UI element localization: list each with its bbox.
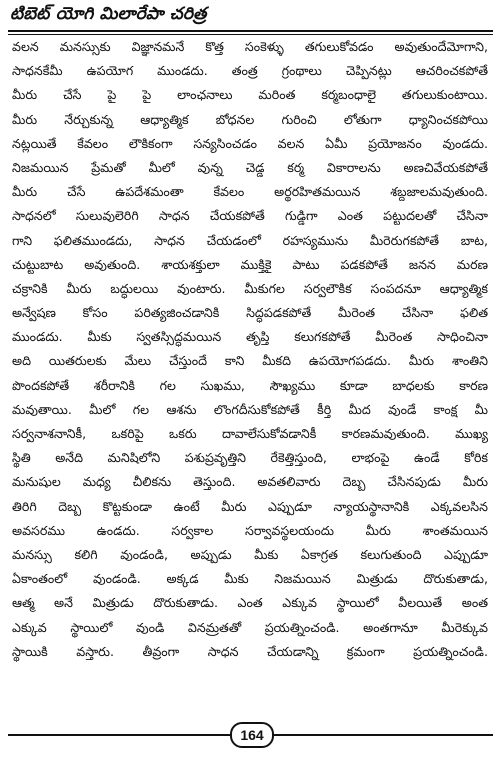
text-line: నట్లయితే కేవలం లౌకికంగా సన్యసించడం వలన ఏమీ ప్రయోజనం వుండదు. [12, 135, 488, 151]
text-line: స్థాయికి వస్తారు. తీవ్రంగా సాధన చేయడాన్ని క్రమంగా ప్రయత్నించండి. [12, 643, 488, 659]
text-line: సర్వనాశనానికీ, ఒకరిపై ఒకరు దావాలేసుకోవడానికీ కారణమవుతుంది. ముఖ్య [12, 426, 488, 441]
text-line: గాని ఫలితముండదు, సాధన చేయడంలో రహస్యమును మీరెరుగకపోతే బాట, [12, 232, 488, 248]
text-line: ఏకాంతంలో వుండండి. అక్కడ మీకు నిజమయిన మిత్రుడు దొరుకుతాడు, [12, 571, 488, 587]
text-line: నిజమయిన ప్రేమతో మీలో వున్న చెడ్డ కర్మ వికారాలను అణచివేయకపోతే [12, 159, 488, 175]
text-line: స్థితి అనేది మనిషిలోని పశుప్రవృత్తిని రేకెత్తిస్తుంది, లాభంపై ఉండే కోరిక [12, 450, 488, 466]
body-text [12, 35, 488, 664]
text-line: మీరు చేసే పై పై లాంఛనాలు మరింత కర్మబంధాలై తగులుకుంటాయి. [12, 87, 488, 103]
text-line: చక్రానికి మీరు బద్ధులయి వుంటారు. మీకుగల సర్వలౌకిక సంపదనూ ఆధ్యాత్మిక [12, 280, 488, 296]
text-line: మీరు నేర్చుకున్న ఆధ్యాత్మిక బోధనల గురించి లోతుగా ధ్యానించకపోయి [12, 111, 488, 127]
text-line: మవుతాయి. మీలో గల ఆశను లొంగదీసుకోకపోతే కీర్తి మీద వుండే కాంక్ష మీ [12, 401, 488, 417]
text-line: పొందకపోతే శరీరానికి గల సుఖము, సౌఖ్యము కూడా బాధలకు కారణ [12, 377, 488, 393]
text-line: అన్వేషణ కోసం పరిత్యజించడానికి సిద్ధపడకపోతే మీరెంత చేసినా ఫలిత [12, 305, 488, 321]
running-header-title: టిబెట్ యోగి మిలారేపా చరిత్ర [10, 4, 207, 24]
text-line: మనస్సు కలిగి వుండండి, అప్పుడు మీకు ఏకాగ్రత కలుగుతుంది ఎప్పుడూ [12, 546, 488, 562]
page-footer [8, 722, 493, 752]
text-line: సాధనకేమీ ఉపయోగ ముండదు. తంత్ర గ్రంథాలు చెప్పినట్లు ఆచరించకపోతే [12, 63, 488, 79]
text-line: వలన మనస్సుకు విజ్ఞానమనే కొత్త సంకెళ్ళు తగులుకోవడం అవుతుందేమోగాని, [12, 39, 488, 54]
text-line: అది యితరులకు మేలు చేస్తుందే కాని మీకది ఉపయోగపడదు. మీరు శాంతిని [12, 353, 488, 369]
header-rule-thick [8, 30, 493, 32]
text-line: ఎక్కువ స్థాయిలో వుండి వినమ్రతతో ప్రయత్నించండి. అంతగానూ మీరెక్కువ [12, 619, 488, 635]
text-line: అవసరము ఉండదు. సర్వకాల సర్వావస్థలయందు మీరు శాంతమయిన [12, 522, 488, 538]
text-line: ఆత్మ అనే మిత్రుడు దొరుకుతాడు. ఎంత ఎక్కువ స్థాయిలో వీలయితే అంత [12, 595, 488, 611]
running-header [8, 2, 493, 32]
text-line: చుట్టుబాట అవుతుంది. శాయశక్తులా ముక్తికై పాటు పడకపోతే జనన మరణ [12, 256, 488, 272]
text-line: మీరు చేసే ఉపదేశమంతా కేవలం అర్థరహితమయిన శబ్దజాలమవుతుంది. [12, 184, 488, 200]
page-number: 164 [230, 722, 274, 748]
text-line: సాధనలో సులువులెరిగి సాధన చేయకపోతే గుడ్డిగా ఎంత పట్టుదలతో చేసినా [12, 208, 488, 224]
text-line: ముండదు. మీకు స్వతస్సిద్ధమయిన తృప్తి కలుగకపోతే మీరెంత సాధించినా [12, 329, 488, 345]
text-line: మనుషుల మధ్య చీలికను తెస్తుంది. అవతలివారు దెబ్బ చేసినపుడు మీరు [12, 474, 488, 490]
text-line: తిరిగి దెబ్బ కొట్టకుండా ఉంటే మీరు ఎప్పుడూ న్యాయస్థానానికి ఎక్కవలసిన [12, 498, 488, 514]
